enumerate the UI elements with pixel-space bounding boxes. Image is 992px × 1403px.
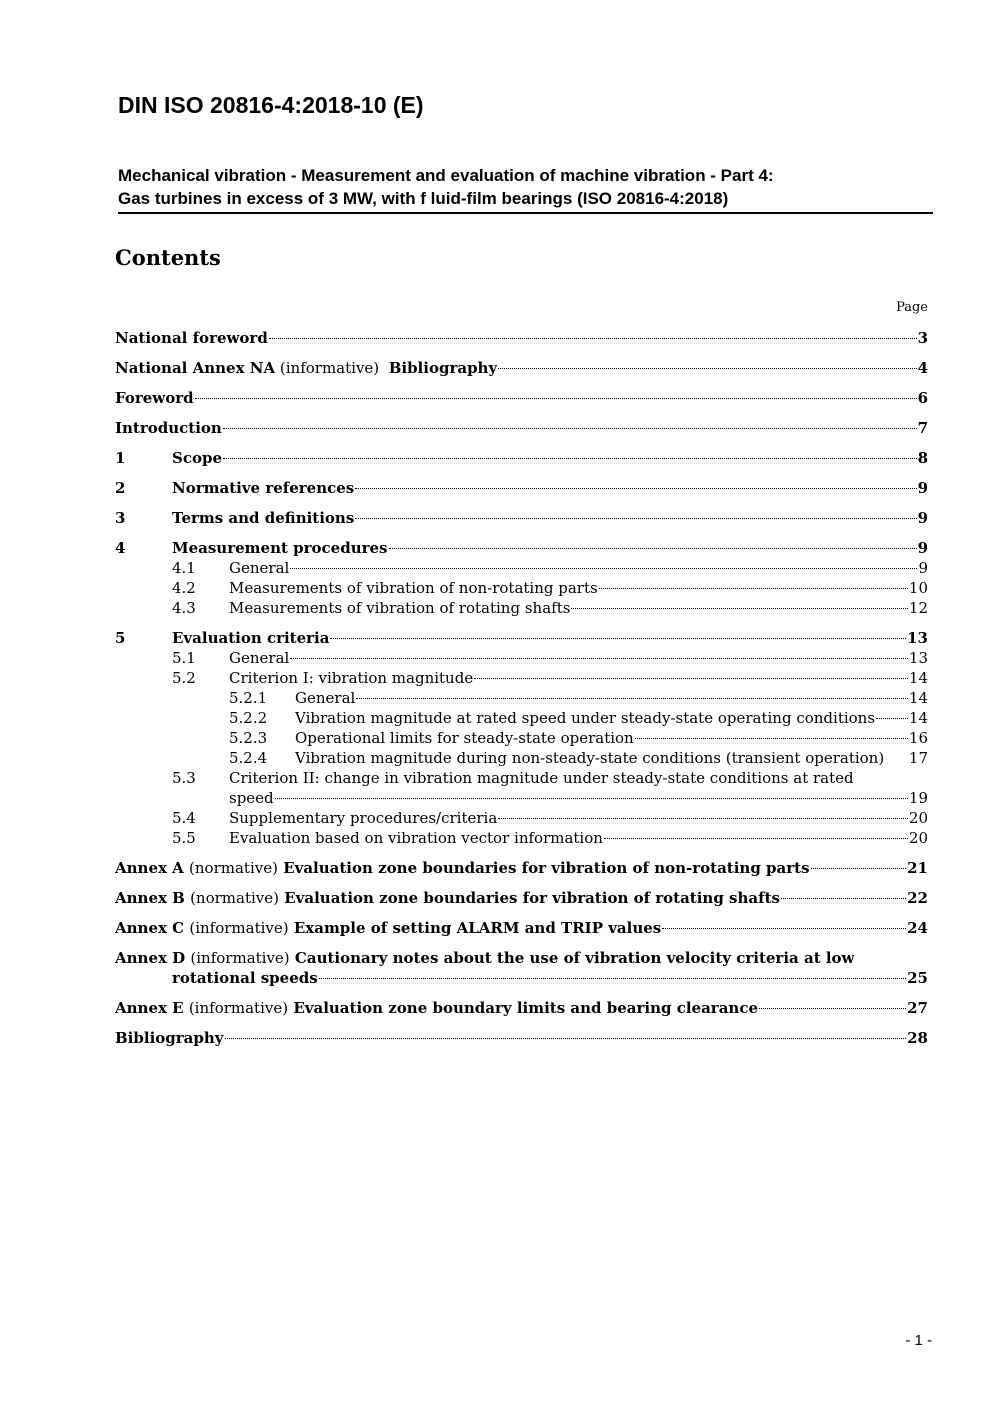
toc-entry[interactable] [115, 418, 928, 438]
toc-entry[interactable] [115, 538, 928, 558]
toc-entry-number: 1 [115, 449, 126, 467]
toc-entry[interactable] [115, 478, 928, 498]
toc-entry-title: Annex D (informative) Cautionary notes about the use of vibration velocity criteria at low [115, 949, 855, 967]
toc-entry-title: rotational speeds [172, 969, 318, 987]
contents-heading: Contents [115, 245, 221, 270]
toc-entry-page: 13 [907, 629, 928, 647]
toc-entry-number: 5.1 [172, 649, 196, 667]
toc-entry-page: 9 [917, 479, 928, 497]
toc-entry-page: 16 [908, 729, 928, 747]
toc-entry[interactable] [115, 1028, 928, 1048]
toc-entry[interactable] [115, 688, 928, 708]
toc-entry-page: 19 [908, 789, 928, 807]
toc-entry-number: 4.2 [172, 579, 196, 597]
toc-entry-title: Introduction [115, 419, 222, 437]
toc-entry-page: 10 [908, 579, 928, 597]
toc-entry[interactable] [115, 388, 928, 408]
toc-entry-title: Criterion II: change in vibration magnitude under steady-state conditions at rated [229, 769, 854, 787]
toc-entry[interactable] [115, 558, 928, 578]
toc-entry-number: 5 [115, 629, 126, 647]
page-column-label: Page [896, 300, 928, 315]
toc-entry[interactable] [115, 648, 928, 668]
toc-entry-page: 14 [908, 709, 928, 727]
toc-entry-title: National Annex NA (informative) Bibliography [115, 359, 498, 377]
toc-entry[interactable] [115, 708, 928, 728]
toc-entry[interactable] [115, 578, 928, 598]
toc-entry-title: Normative references [172, 479, 355, 497]
toc-entry-title: Evaluation criteria [172, 629, 330, 647]
toc-entry-number: 5.2 [172, 669, 196, 687]
toc-entry-number: 5.2.3 [229, 729, 268, 747]
toc-entry-page: 9 [917, 539, 928, 557]
toc-entry[interactable] [115, 448, 928, 468]
toc-entry-title: Annex E (informative) Evaluation zone boundary limits and bearing clearance [115, 999, 758, 1017]
toc-entry-page: 12 [908, 599, 928, 617]
title-line-2: Gas turbines in excess of 3 MW, with f luid-film bearings (ISO 20816-4:2018) [118, 189, 729, 208]
toc-entry-page: 25 [907, 969, 928, 987]
toc-entry-number: 5.2.2 [229, 709, 268, 727]
toc-entry-number: 5.3 [172, 769, 196, 787]
page-number: - 1 - [905, 1332, 932, 1349]
toc-entry[interactable] [115, 598, 928, 618]
toc-entry[interactable] [115, 768, 928, 788]
toc-entry-page: 9 [918, 559, 928, 577]
toc-entry-title: Criterion I: vibration magnitude [229, 669, 474, 687]
toc-entry-continuation[interactable] [115, 788, 928, 808]
toc-entry-title: National foreword [115, 329, 268, 347]
toc-entry-title: Scope [172, 449, 223, 467]
toc-entry-page: 17 [908, 749, 928, 767]
toc-entry-title: Measurements of vibration of non-rotating parts [229, 579, 598, 597]
toc-entry-title: Bibliography [115, 1029, 224, 1047]
toc-entry-page: 14 [908, 689, 928, 707]
toc-entry-annex-e[interactable] [115, 998, 928, 1018]
toc-entry-title: Annex B (normative) Evaluation zone boundaries for vibration of rotating shafts [115, 889, 780, 907]
toc-entry-page: 7 [917, 419, 928, 437]
toc-entry-page: 13 [908, 649, 928, 667]
document-title [118, 164, 933, 214]
toc-entry-page: 21 [907, 859, 928, 877]
toc-entry[interactable] [115, 358, 928, 378]
toc-entry-title: Evaluation based on vibration vector information [229, 829, 603, 847]
title-line-1: Mechanical vibration - Measurement and evaluation of machine vibration - Part 4: [118, 166, 774, 185]
toc-entry-annex-a[interactable] [115, 858, 928, 878]
toc-entry-title: Vibration magnitude during non-steady-state conditions (transient operation) [295, 749, 885, 767]
toc-entry-title: Annex C (informative) Example of setting ALARM and TRIP values [115, 919, 662, 937]
toc-entry-number: 5.2.4 [229, 749, 268, 767]
toc-entry-number: 5.2.1 [229, 689, 268, 707]
table-of-contents [115, 328, 928, 1048]
toc-entry[interactable] [115, 628, 928, 648]
toc-entry-continuation[interactable] [115, 968, 928, 988]
toc-entry-page: 20 [908, 809, 928, 827]
toc-entry-title: General [229, 559, 290, 577]
toc-entry-title: Annex A (normative) Evaluation zone boundaries for vibration of non-rotating parts [115, 859, 810, 877]
toc-entry-title: Operational limits for steady-state operation [295, 729, 634, 747]
toc-entry-page: 6 [917, 389, 928, 407]
toc-entry-number: 4.3 [172, 599, 196, 617]
document-id: DIN ISO 20816-4:2018-10 (E) [118, 92, 424, 118]
toc-entry-number: 5.4 [172, 809, 196, 827]
toc-entry-page: 14 [908, 669, 928, 687]
toc-entry[interactable] [115, 328, 928, 348]
toc-entry-page: 20 [908, 829, 928, 847]
toc-entry-annex-c[interactable] [115, 918, 928, 938]
toc-entry-number: 3 [115, 509, 126, 527]
toc-entry-title: Measurement procedures [172, 539, 388, 557]
toc-entry[interactable] [115, 748, 928, 768]
toc-entry[interactable] [115, 668, 928, 688]
toc-entry-number: 5.5 [172, 829, 196, 847]
toc-entry-page: 8 [917, 449, 928, 467]
toc-entry-title: Vibration magnitude at rated speed under steady-state operating conditions [295, 709, 876, 727]
toc-entry[interactable] [115, 728, 928, 748]
toc-entry-number: 4.1 [172, 559, 196, 577]
toc-entry-title: Supplementary procedures/criteria [229, 809, 498, 827]
toc-entry[interactable] [115, 808, 928, 828]
toc-entry-number: 4 [115, 539, 126, 557]
toc-entry-title: Terms and definitions [172, 509, 355, 527]
toc-entry-page: 27 [907, 999, 928, 1017]
toc-entry-page: 3 [917, 329, 928, 347]
toc-entry-title: Foreword [115, 389, 194, 407]
toc-entry-number: 2 [115, 479, 126, 497]
toc-entry-page: 24 [907, 919, 928, 937]
toc-entry-title: Measurements of vibration of rotating shafts [229, 599, 571, 617]
toc-entry[interactable] [115, 508, 928, 528]
toc-entry-title: General [229, 649, 290, 667]
toc-entry-annex-b[interactable] [115, 888, 928, 908]
toc-entry-page: 4 [917, 359, 928, 377]
toc-entry[interactable] [115, 828, 928, 848]
toc-entry-title: speed [229, 789, 274, 807]
toc-entry-page: 28 [907, 1029, 928, 1047]
toc-entry-annex-d[interactable] [115, 948, 928, 968]
toc-entry-title: General [295, 689, 356, 707]
toc-entry-page: 22 [907, 889, 928, 907]
toc-entry-page: 9 [917, 509, 928, 527]
